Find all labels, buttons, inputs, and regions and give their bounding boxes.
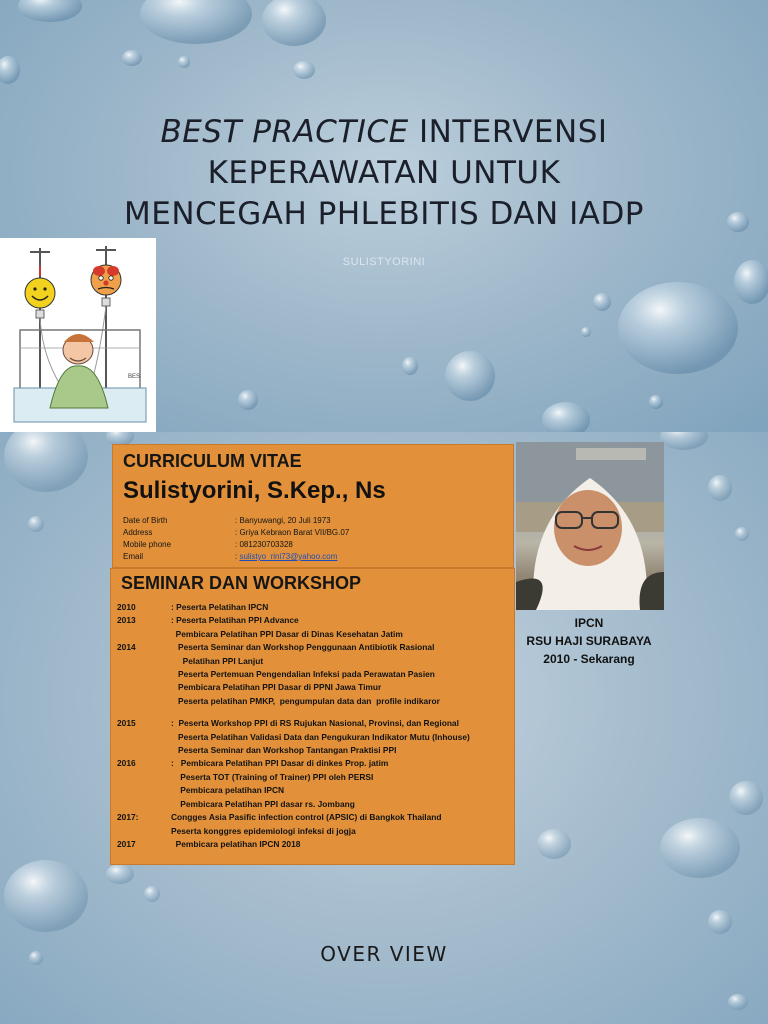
seminar-year [115, 825, 171, 838]
seminar-row [115, 811, 511, 824]
seminar-row [115, 628, 511, 641]
seminar-text: Pelatihan PPI Lanjut [171, 655, 264, 666]
seminar-text: Peserta pelatihan PMKP, pengumpulan data dan profile indikaror [171, 695, 440, 706]
seminar-year [115, 744, 171, 757]
cv-field-label: Address [123, 528, 153, 537]
seminar-text: Peserta Pelatihan Validasi Data dan Pengukuran Indikator Mutu (Inhouse) [171, 731, 470, 742]
cv-field-value [235, 551, 337, 563]
seminar-year: 2015 [117, 718, 136, 729]
seminar-row [115, 668, 511, 681]
cv-fields [123, 515, 503, 563]
seminar-heading: SEMINAR DAN WORKSHOP [121, 573, 362, 593]
portrait-photo-icon [516, 442, 664, 610]
seminar-text: : Peserta Pelatihan PPI Advance [171, 615, 299, 626]
cv-name: Sulistyorini, S.Kep., Ns [123, 477, 386, 504]
cv-field-row [123, 551, 503, 563]
seminar-list [115, 601, 511, 851]
seminar-year: 2017: [117, 812, 139, 823]
seminar-year [115, 695, 171, 708]
seminar-year [115, 771, 171, 784]
seminar-row [115, 641, 511, 654]
title-italic-part: BEST PRACTICE [160, 114, 409, 150]
seminar-row [115, 798, 511, 811]
cv-field-value: : Banyuwangi, 20 Juli 1973 [235, 516, 331, 525]
seminar-text: Peserta Pertemuan Pengendalian Infeksi pada Perawatan Pasien [171, 669, 435, 680]
seminar-year: 2013 [117, 615, 136, 626]
seminar-workshop-box [110, 568, 515, 865]
slide-title [60, 112, 708, 235]
seminar-text: Peserta TOT (Training of Trainer) PPI oleh PERSI [171, 771, 374, 782]
cv-field-row [123, 515, 503, 527]
seminar-year: 2010 [117, 602, 136, 612]
seminar-row [115, 744, 511, 757]
seminar-text: Pembicara pelatihan IPCN [171, 785, 285, 796]
seminar-row [115, 695, 511, 708]
seminar-year [115, 628, 171, 641]
seminar-text: : Peserta Workshop PPI di RS Rujukan Nasional, Provinsi, dan Regional [171, 718, 459, 729]
seminar-text: Peserta Seminar dan Workshop Penggunaan Antibiotik Rasional [171, 642, 435, 653]
seminar-year [115, 784, 171, 797]
email-link[interactable]: sulistyo_rini73@yahoo.com [239, 552, 338, 561]
cv-field-label: Mobile phone [123, 540, 172, 549]
cartoon-signature: BES [128, 374, 141, 380]
overview-footer: OVER VIEW [320, 942, 448, 966]
seminar-year [115, 681, 171, 694]
seminar-row [115, 614, 511, 627]
seminar-row [115, 825, 511, 838]
affiliation-hospital: RSU HAJI SURABAYA [526, 634, 652, 648]
seminar-row [115, 784, 511, 797]
title-line2: KEPERAWATAN UNTUK [207, 155, 561, 191]
seminar-text: Pembicara Pelatihan PPI Dasar di Dinas Kesehatan Jatim [171, 628, 403, 639]
seminar-year: 2017 [117, 838, 136, 849]
seminar-text: Peserta konggres epidemiologi infeksi di jogja [171, 825, 356, 836]
seminar-text: Pembicara pelatihan IPCN 2018 [171, 838, 301, 849]
seminar-year [115, 798, 171, 811]
seminar-row [115, 838, 511, 851]
title-slide [0, 0, 768, 432]
seminar-gap [115, 708, 511, 717]
seminar-text: Pembicara Pelatihan PPI dasar rs. Jombang [171, 798, 355, 809]
cv-field-label: Email [123, 552, 144, 561]
title-line1-rest: INTERVENSI [408, 114, 608, 150]
seminar-year: 2016 [117, 758, 136, 769]
title-line3: MENCEGAH PHLEBITIS DAN IADP [123, 196, 645, 232]
seminar-year: 2014 [117, 642, 136, 653]
cv-field-value: : Griya Kebraon Barat VII/BG.07 [235, 528, 350, 537]
curriculum-vitae-box [112, 444, 514, 568]
seminar-year [115, 655, 171, 668]
cv-field-row [123, 539, 503, 551]
cv-field-label: Date of Birth [123, 516, 168, 525]
cv-field-row [123, 527, 503, 539]
seminar-text: : Pembicara Pelatihan PPI Dasar di dinkes Prop. jatim [171, 758, 389, 769]
seminar-text: Pembicara Pelatihan PPI Dasar di PPNI Jawa Timur [171, 682, 382, 693]
seminar-text: Congges Asia Pasific infection control (APSIC) di Bangkok Thailand [171, 812, 442, 823]
iv-drip-patient-cartoon-icon [0, 238, 156, 432]
seminar-text: Peserta Seminar dan Workshop Tantangan Praktisi PPI [171, 745, 397, 756]
seminar-row [115, 731, 511, 744]
cv-field-value: : 081230703328 [235, 540, 293, 549]
affiliation-period: 2010 - Sekarang [543, 652, 635, 666]
seminar-row [115, 717, 511, 730]
affiliation-role: IPCN [574, 616, 604, 630]
seminar-row [115, 757, 511, 770]
seminar-row [115, 655, 511, 668]
cv-heading: CURRICULUM VITAE [123, 451, 302, 471]
affiliation-block [514, 614, 664, 668]
slide-subtitle: SULISTYORINI [342, 256, 426, 268]
seminar-row [115, 601, 511, 614]
seminar-text: : Peserta Pelatihan IPCN [171, 602, 269, 612]
email-prefix: : [235, 552, 240, 561]
seminar-row [115, 681, 511, 694]
seminar-year [115, 731, 171, 744]
seminar-row [115, 771, 511, 784]
seminar-year [115, 668, 171, 681]
